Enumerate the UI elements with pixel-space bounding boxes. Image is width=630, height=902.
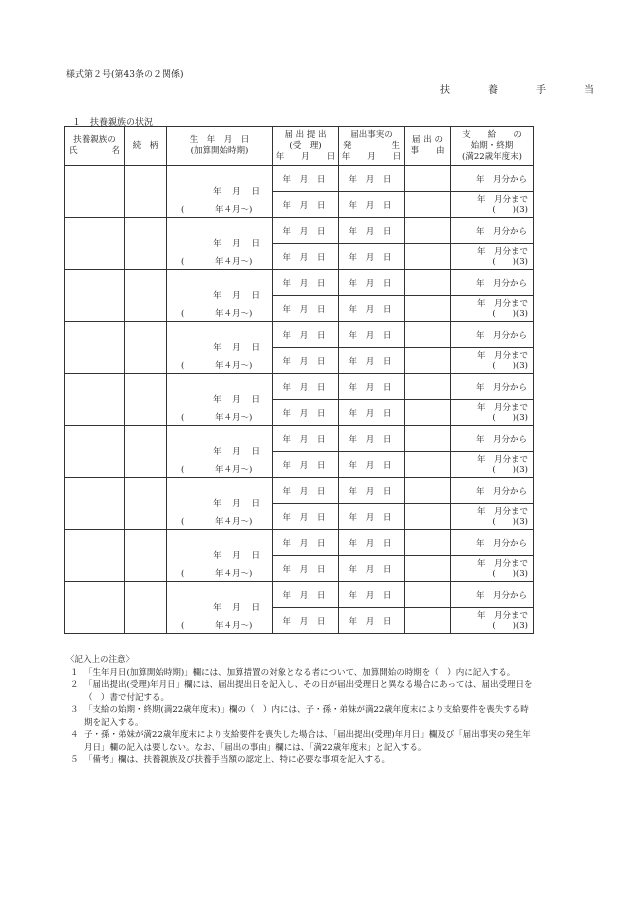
cell-name[interactable]	[65, 374, 125, 426]
note-item	[66, 704, 536, 729]
cell-filed-date[interactable]: 年 月 日	[273, 270, 339, 296]
dependents-table	[64, 126, 534, 634]
cell-occur-date[interactable]: 年 月 日	[339, 530, 405, 556]
header-name	[65, 127, 125, 166]
cell-filed-date[interactable]: 年 月 日	[273, 322, 339, 348]
header-payment	[451, 127, 534, 166]
cell-occur-date[interactable]: 年 月 日	[339, 270, 405, 296]
header-name-line1: 扶養親族の	[73, 135, 116, 145]
cell-reason[interactable]	[405, 270, 451, 296]
section-title: １ 扶養親族の状況	[72, 118, 154, 128]
cell-name[interactable]	[65, 322, 125, 374]
birth-year-text: ( 年４月〜)	[181, 205, 253, 215]
cell-birth[interactable]	[167, 166, 273, 218]
cell-pay-to[interactable]: 年 月分まで ( )(3)	[451, 192, 534, 218]
cell-relation[interactable]	[125, 478, 167, 530]
cell-birth[interactable]	[167, 374, 273, 426]
note-number: ４	[70, 730, 79, 740]
table-row	[65, 218, 534, 244]
note-number: ５	[70, 755, 79, 765]
birth-date-text: 年 月 日	[213, 603, 264, 613]
note-number: ３	[70, 705, 79, 715]
cell-birth[interactable]	[167, 218, 273, 270]
header-birth	[167, 127, 273, 166]
cell-relation[interactable]	[125, 530, 167, 582]
cell-reason[interactable]	[405, 348, 451, 374]
cell-reason[interactable]	[405, 322, 451, 348]
birth-date-text: 年 月 日	[213, 499, 264, 509]
cell-reason[interactable]	[405, 244, 451, 270]
form-id: 様式第２号(第43条の２関係)	[66, 70, 184, 80]
cell-occur-date[interactable]: 年 月 日	[339, 582, 405, 608]
birth-year-text: ( 年４月〜)	[181, 517, 253, 527]
cell-pay-to[interactable]: 年 月分まで ( )(3)	[451, 504, 534, 530]
table-row	[65, 582, 534, 608]
form-title: 扶 養 手 当	[440, 85, 608, 96]
cell-birth[interactable]	[167, 322, 273, 374]
header-name-line2a: 氏	[69, 146, 78, 156]
cell-pay-to[interactable]: 年 月分まで ( )(3)	[451, 296, 534, 322]
notes-section	[66, 654, 536, 767]
cell-occur-date[interactable]: 年 月 日	[339, 296, 405, 322]
note-number: ２	[70, 680, 79, 690]
header-occur-line1: 届出事実の	[350, 129, 393, 140]
header-relation	[125, 127, 167, 166]
cell-pay-from[interactable]: 年 月分から	[451, 374, 534, 400]
cell-birth[interactable]	[167, 478, 273, 530]
table-row	[65, 426, 534, 452]
cell-reason[interactable]	[405, 374, 451, 400]
note-item	[66, 729, 536, 754]
birth-date-text: 年 月 日	[213, 239, 264, 249]
birth-year-text: ( 年４月〜)	[181, 257, 253, 267]
table-row	[65, 270, 534, 296]
birth-date-text: 年 月 日	[213, 395, 264, 405]
cell-name[interactable]	[65, 270, 125, 322]
cell-filed-date[interactable]: 年 月 日	[273, 296, 339, 322]
cell-relation[interactable]	[125, 218, 167, 270]
cell-pay-to[interactable]: 年 月分まで ( )(3)	[451, 400, 534, 426]
table-row	[65, 478, 534, 504]
cell-reason[interactable]	[405, 556, 451, 582]
notes-list	[66, 667, 536, 767]
cell-name[interactable]	[65, 166, 125, 218]
cell-occur-date[interactable]: 年 月 日	[339, 556, 405, 582]
cell-relation[interactable]	[125, 322, 167, 374]
cell-occur-date[interactable]: 年 月 日	[339, 244, 405, 270]
header-occur-line2b: 生	[391, 140, 400, 151]
note-text: 「届出提出(受理)年月日」欄には、届出提出日を記入し、その日が届出受理日と異なる場合にあっては、届出受理日を（ ）書で付記する。	[84, 680, 533, 703]
cell-pay-from[interactable]: 年 月分から	[451, 478, 534, 504]
header-relation-label: 続 柄	[132, 140, 159, 151]
birth-year-text: ( 年４月〜)	[181, 309, 253, 319]
cell-pay-to[interactable]: 年 月分まで ( )(3)	[451, 556, 534, 582]
cell-reason[interactable]	[405, 530, 451, 556]
cell-pay-from[interactable]: 年 月分から	[451, 530, 534, 556]
birth-date-text: 年 月 日	[213, 343, 264, 353]
header-payment-line2: 始期・終期	[470, 140, 514, 151]
header-filed	[273, 127, 339, 166]
cell-reason[interactable]	[405, 296, 451, 322]
cell-pay-from[interactable]: 年 月分から	[451, 322, 534, 348]
cell-name[interactable]	[65, 426, 125, 478]
cell-reason[interactable]	[405, 582, 451, 608]
birth-year-text: ( 年４月〜)	[181, 569, 253, 579]
cell-pay-from[interactable]: 年 月分から	[451, 218, 534, 244]
cell-name[interactable]	[65, 218, 125, 270]
table-header-row	[65, 127, 534, 166]
cell-reason[interactable]	[405, 400, 451, 426]
cell-filed-date[interactable]: 年 月 日	[273, 530, 339, 556]
cell-pay-from[interactable]: 年 月分から	[451, 582, 534, 608]
cell-name[interactable]	[65, 530, 125, 582]
notes-heading: 〈記入上の注意〉	[66, 655, 135, 665]
cell-occur-date[interactable]: 年 月 日	[339, 166, 405, 192]
cell-filed-date[interactable]: 年 月 日	[273, 166, 339, 192]
birth-date-text: 年 月 日	[213, 187, 264, 197]
cell-reason[interactable]	[405, 218, 451, 244]
note-text: 「支給の始期・終期(満22歳年度末)」欄の（ ）内には、子・孫・弟妹が満22歳年度末により支給要件を喪失する時期を記入する。	[84, 705, 529, 728]
birth-date-text: 年 月 日	[213, 551, 264, 561]
cell-occur-date[interactable]: 年 月 日	[339, 322, 405, 348]
cell-filed-date[interactable]: 年 月 日	[273, 374, 339, 400]
cell-occur-date[interactable]: 年 月 日	[339, 348, 405, 374]
table-body	[65, 166, 534, 634]
table-row	[65, 530, 534, 556]
cell-reason[interactable]	[405, 192, 451, 218]
cell-pay-to[interactable]: 年 月分まで ( )(3)	[451, 608, 534, 634]
header-reason-line2: 事 由	[410, 146, 445, 156]
header-occur-line2a: 発	[343, 140, 352, 151]
header-payment-line3: (満22歳年度末)	[462, 151, 522, 162]
header-occur-line3: 年 月 日	[341, 151, 402, 162]
cell-pay-from[interactable]: 年 月分から	[451, 270, 534, 296]
cell-name[interactable]	[65, 478, 125, 530]
header-birth-line2: (加算開始時期)	[190, 146, 249, 156]
note-item	[66, 679, 536, 704]
cell-occur-date[interactable]: 年 月 日	[339, 504, 405, 530]
cell-birth[interactable]	[167, 530, 273, 582]
cell-occur-date[interactable]: 年 月 日	[339, 374, 405, 400]
cell-filed-date[interactable]: 年 月 日	[273, 426, 339, 452]
cell-relation[interactable]	[125, 426, 167, 478]
birth-year-text: ( 年４月〜)	[181, 621, 253, 631]
cell-occur-date[interactable]: 年 月 日	[339, 608, 405, 634]
note-text: 「備考」欄は、扶養親族及び扶養手当額の認定上、特に必要な事項を記入する。	[84, 755, 391, 765]
cell-name[interactable]	[65, 582, 125, 634]
header-birth-line1: 生 年 月 日	[189, 135, 250, 145]
cell-filed-date[interactable]: 年 月 日	[273, 218, 339, 244]
cell-occur-date[interactable]: 年 月 日	[339, 400, 405, 426]
cell-pay-to[interactable]: 年 月分まで ( )(3)	[451, 348, 534, 374]
birth-year-text: ( 年４月〜)	[181, 465, 253, 475]
header-reason-line1: 届 出 の	[412, 135, 443, 145]
birth-year-text: ( 年４月〜)	[181, 413, 253, 423]
cell-occur-date[interactable]: 年 月 日	[339, 426, 405, 452]
header-filed-line1: 届 出 提 出	[284, 129, 327, 140]
cell-occur-date[interactable]: 年 月 日	[339, 218, 405, 244]
cell-filed-date[interactable]: 年 月 日	[273, 556, 339, 582]
header-reason	[405, 127, 451, 166]
cell-birth[interactable]	[167, 582, 273, 634]
cell-birth[interactable]	[167, 426, 273, 478]
table-row	[65, 374, 534, 400]
cell-filed-date[interactable]: 年 月 日	[273, 400, 339, 426]
cell-pay-from[interactable]: 年 月分から	[451, 426, 534, 452]
cell-reason[interactable]	[405, 166, 451, 192]
cell-relation[interactable]	[125, 582, 167, 634]
cell-reason[interactable]	[405, 452, 451, 478]
birth-year-text: ( 年４月〜)	[181, 361, 253, 371]
header-occur	[339, 127, 405, 166]
note-item	[66, 667, 536, 680]
cell-relation[interactable]	[125, 166, 167, 218]
cell-pay-from[interactable]: 年 月分から	[451, 166, 534, 192]
cell-filed-date[interactable]: 年 月 日	[273, 582, 339, 608]
header-filed-line3: 年 月 日	[275, 151, 336, 162]
cell-filed-date[interactable]: 年 月 日	[273, 478, 339, 504]
cell-occur-date[interactable]: 年 月 日	[339, 478, 405, 504]
cell-filed-date[interactable]: 年 月 日	[273, 504, 339, 530]
cell-pay-to[interactable]: 年 月分まで ( )(3)	[451, 244, 534, 270]
note-text: 子・孫・弟妹が満22歳年度末により支給要件を喪失した場合は、「届出提出(受理)年月日」欄及び「届出事実の発生年月日」欄の記入は要しない。なお、「届出の事由」欄には、「満22歳年度末」と記入する。	[84, 730, 531, 753]
cell-filed-date[interactable]: 年 月 日	[273, 348, 339, 374]
note-number: １	[70, 667, 79, 678]
table-row	[65, 166, 534, 192]
cell-occur-date[interactable]: 年 月 日	[339, 192, 405, 218]
cell-reason[interactable]	[405, 478, 451, 504]
cell-filed-date[interactable]: 年 月 日	[273, 608, 339, 634]
header-name-line2b: 名	[111, 146, 120, 156]
cell-filed-date[interactable]: 年 月 日	[273, 244, 339, 270]
birth-date-text: 年 月 日	[213, 291, 264, 301]
cell-reason[interactable]	[405, 608, 451, 634]
note-item	[66, 754, 536, 767]
cell-birth[interactable]	[167, 270, 273, 322]
cell-relation[interactable]	[125, 374, 167, 426]
birth-date-text: 年 月 日	[213, 447, 264, 457]
header-payment-line1: 支 給 の	[462, 129, 522, 140]
cell-reason[interactable]	[405, 504, 451, 530]
table-row	[65, 322, 534, 348]
cell-occur-date[interactable]: 年 月 日	[339, 452, 405, 478]
cell-relation[interactable]	[125, 270, 167, 322]
note-text: 「生年月日(加算開始時期)」欄には、加算措置の対象となる者について、加算開始の時期を（ ）内に記入する。	[84, 667, 516, 678]
cell-pay-to[interactable]: 年 月分まで ( )(3)	[451, 452, 534, 478]
cell-filed-date[interactable]: 年 月 日	[273, 192, 339, 218]
cell-filed-date[interactable]: 年 月 日	[273, 452, 339, 478]
header-filed-line2: (受 理)	[289, 140, 322, 151]
cell-reason[interactable]	[405, 426, 451, 452]
